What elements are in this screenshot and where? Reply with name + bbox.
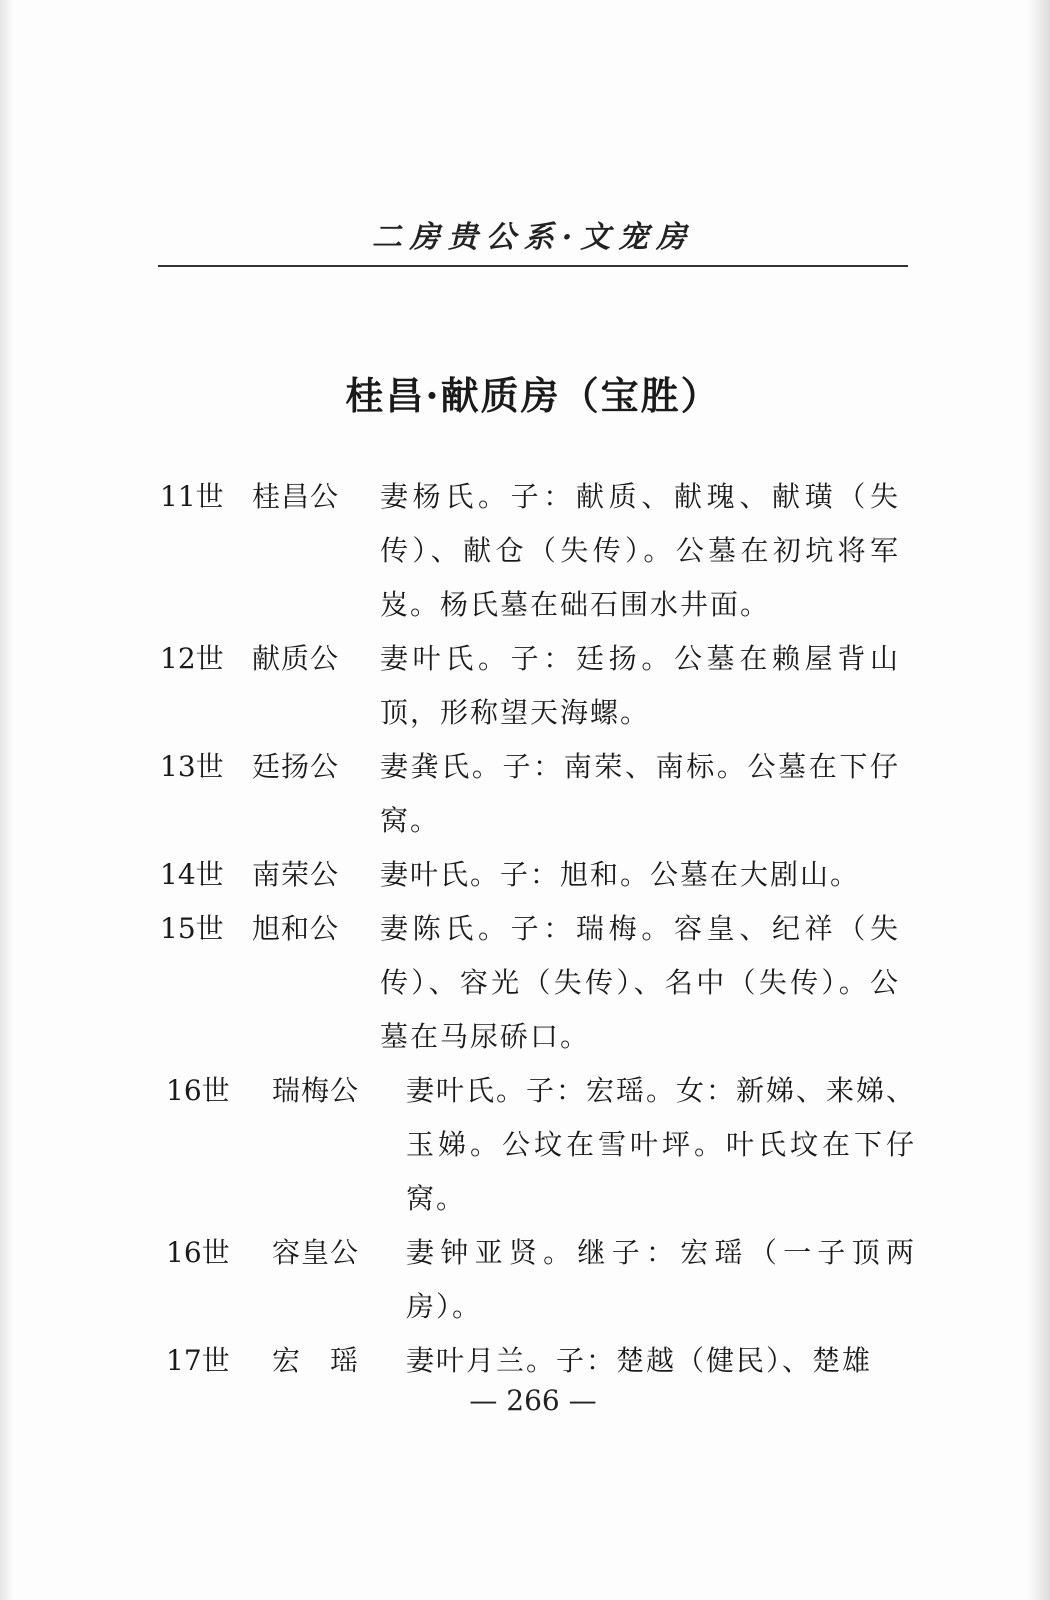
generation-label: 16世 [166, 1236, 230, 1269]
generation-label: 14世 [160, 858, 224, 891]
page-number: — 266 — [469, 1384, 597, 1417]
entry-gen-14 [160, 848, 920, 902]
ancestor-name: 容皇公 [272, 1236, 360, 1269]
header-rule [158, 265, 908, 267]
entry-gen-13 [160, 740, 920, 848]
entry-gen-16-ruimei [160, 1064, 920, 1226]
entry-gen-15 [160, 902, 920, 1064]
running-head: 二房贵公系·文宠房 [371, 220, 695, 255]
ancestor-name: 献质公 [252, 642, 340, 675]
entry-gen-11 [160, 470, 920, 632]
entry-text: 妻叶氏。子：廷扬。公墓在赖屋背山顶，形称望天海螺。 [380, 642, 900, 729]
entry-text: 妻叶氏。子：宏瑶。女：新娣、来娣、玉娣。公坟在雪叶坪。叶氏坟在下仔窝。 [406, 1074, 917, 1215]
entry-text: 妻杨氏。子：献质、献瑰、献璜（失传）、献仓（失传）。公墓在初坑将军岌。杨氏墓在础石围水井面。 [380, 480, 900, 621]
ancestor-name: 瑞梅公 [272, 1074, 360, 1107]
ancestor-name: 桂昌公 [252, 480, 340, 513]
entry-text: 妻陈氏。子：瑞梅。容皇、纪祥（失传）、容光（失传）、名中（失传）。公墓在马尿硚口。 [380, 912, 900, 1053]
entry-text: 妻龚氏。子：南荣、南标。公墓在下仔窝。 [380, 750, 900, 837]
generation-label: 11世 [160, 480, 224, 513]
scan-edge-left [0, 0, 14, 1600]
ancestor-name: 廷扬公 [252, 750, 340, 783]
entry-gen-17 [160, 1334, 920, 1388]
entry-gen-12 [160, 632, 920, 740]
generation-label: 15世 [160, 912, 224, 945]
genealogy-entries [160, 470, 920, 1388]
generation-label: 12世 [160, 642, 224, 675]
generation-label: 13世 [160, 750, 224, 783]
section-title: 桂昌·献质房（宝胜） [345, 373, 721, 418]
scan-edge-right [1028, 0, 1050, 1600]
entry-text: 妻叶月兰。子：楚越（健民）、楚雄 [406, 1344, 873, 1377]
entry-gen-16-ronghuang [160, 1226, 920, 1334]
entry-text: 妻叶氏。子：旭和。公墓在大剧山。 [380, 858, 861, 891]
generation-label: 17世 [166, 1344, 230, 1377]
ancestor-name: 南荣公 [252, 858, 340, 891]
ancestor-name: 宏 瑶 [272, 1344, 360, 1377]
entry-text: 妻钟亚贤。继子：宏瑶（一子顶两房）。 [406, 1236, 916, 1323]
ancestor-name: 旭和公 [252, 912, 340, 945]
generation-label: 16世 [166, 1074, 230, 1107]
